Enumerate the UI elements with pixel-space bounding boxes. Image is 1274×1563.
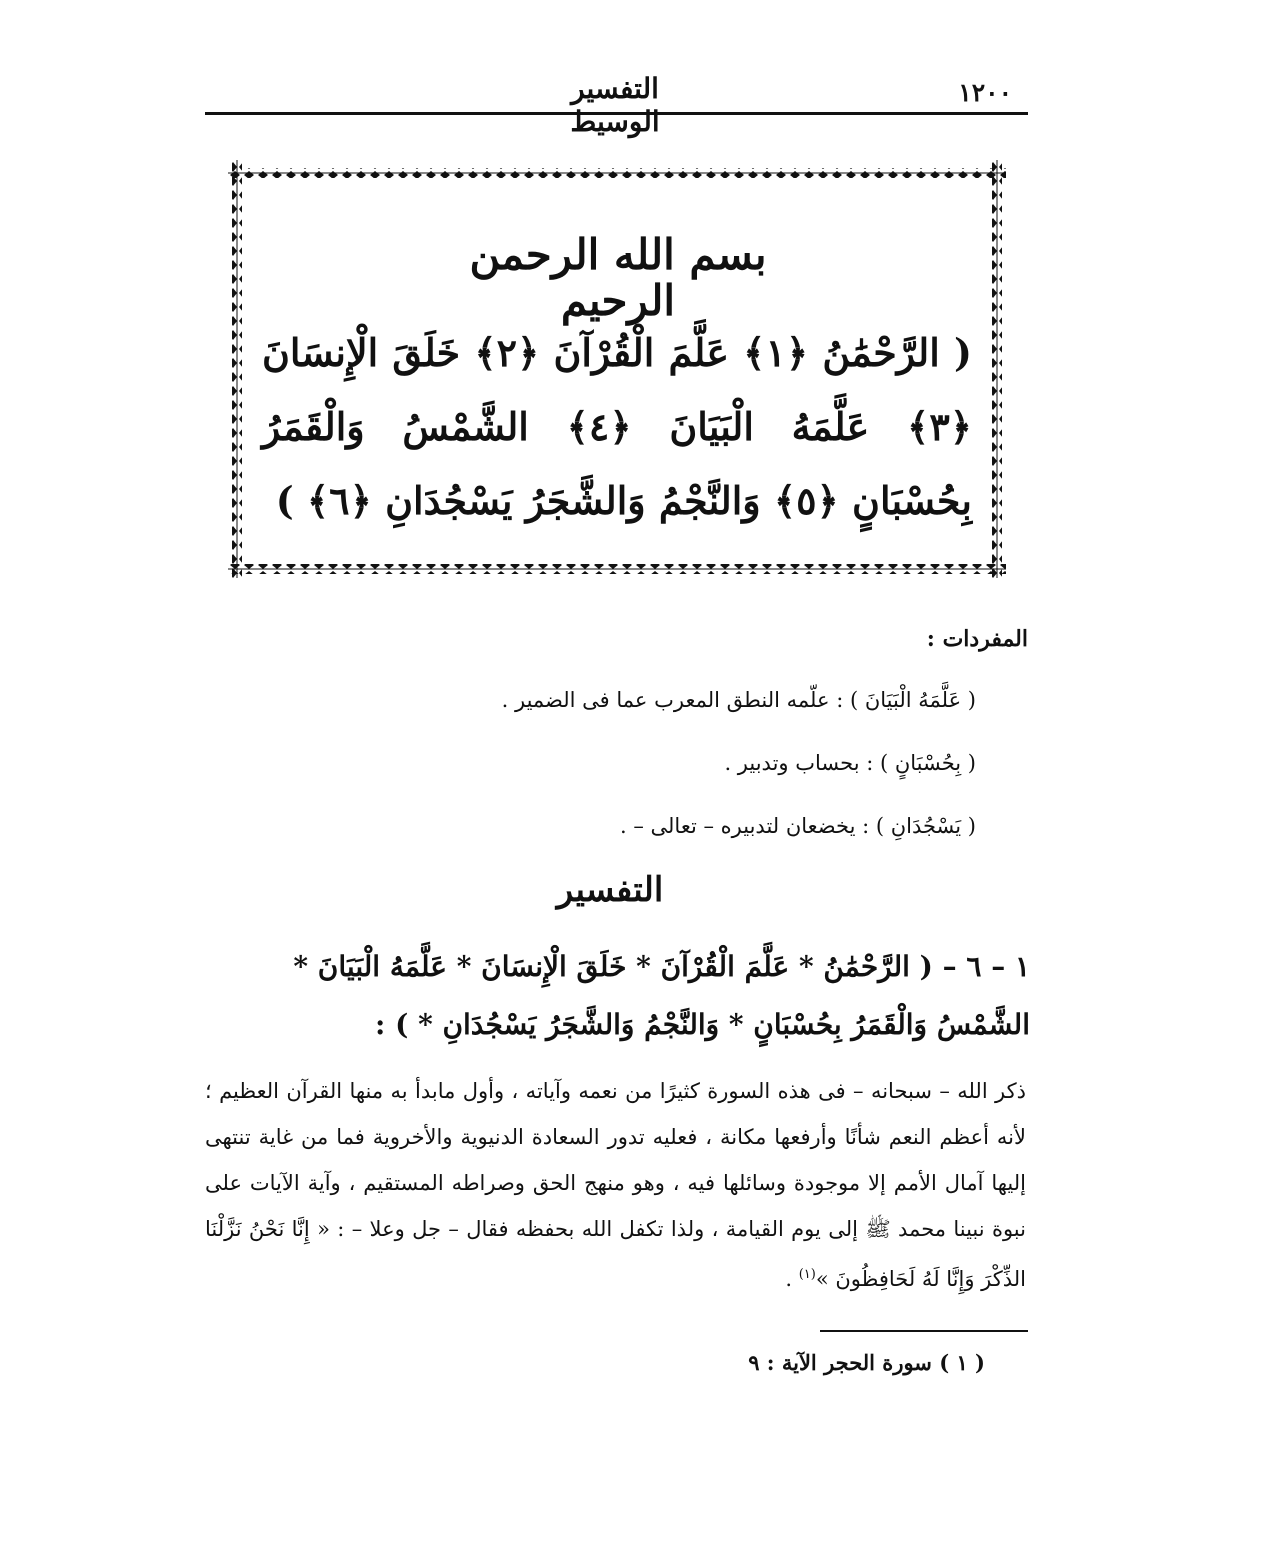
book-title: التفسير الوسيط (570, 72, 660, 138)
footnote: ( ١ ) سورة الحجر الآية : ٩ (748, 1350, 985, 1375)
commentary-end: . (785, 1267, 799, 1291)
basmala: بسم الله الرحمن الرحيم (469, 230, 767, 326)
vocabulary-label: المفردات : (926, 626, 1028, 652)
quran-verse-box (228, 160, 1006, 578)
commentary-body: ذكر الله – سبحانه – فى هذه السورة كثيرًا من نعمه وآياته ، وأول مابدأ به منها القرآن العظيم ؛ لأنه أعظم النعم شأنًا وأرفعها مكانة ، فعليه تدور السعادة الدنيوية والأخروية فما من غاية تنتهى إليها آمال الأمم إلا موجودة وسائلها فيه ، وهو منهج الحق وصراطه المستقيم ، وآية الآيات على نبوة نبينا محمد ﷺ إلى يوم القيامة ، ولذا تكفل الله بحفظه فقال – جل وعلا – : « إِنَّا نَحْنُ نَزَّلْنَا الذِّكْرَ وَإِنَّا لَهُ لَحَافِظُونَ » (205, 1079, 1026, 1291)
vocabulary-item: ( يَسْجُدَانِ ) : يخضعان لتدبيره – تعالى – . (620, 814, 976, 838)
running-header (205, 62, 1028, 138)
page-number: ١٢٠٠ (958, 78, 1012, 107)
vocabulary-item: ( بِحُسْبَانٍ ) : بحساب وتدبير . (724, 751, 976, 775)
footnote-reference[interactable]: (١) (798, 1267, 816, 1282)
footnote-divider (820, 1330, 1028, 1332)
commentary-paragraph (205, 1068, 1026, 1302)
commentary-verse-heading: ١ – ٦ – ( الرَّحْمَٰنُ * عَلَّمَ الْقُرْآنَ * خَلَقَ الْإِنسَانَ * عَلَّمَهُ الْبَيَانَ * الشَّمْسُ وَالْقَمَرُ بِحُسْبَانٍ * وَالنَّجْمُ وَالشَّجَرُ يَسْجُدَانِ * ) : (293, 950, 1030, 1041)
vocabulary-item: ( عَلَّمَهُ الْبَيَانَ ) : علّمه النطق المعرب عما فى الضمير . (501, 688, 976, 712)
tafsir-title: التفسير (556, 870, 664, 910)
quran-verses: ( الرَّحْمَٰنُ ﴿١﴾ عَلَّمَ الْقُرْآنَ ﴿٢﴾ خَلَقَ الْإِنسَانَ ﴿٣﴾ عَلَّمَهُ الْبَيَانَ ﴿٤﴾ الشَّمْسُ وَالْقَمَرُ بِحُسْبَانٍ ﴿٥﴾ وَالنَّجْمُ وَالشَّجَرُ يَسْجُدَانِ ﴿٦﴾ ) (262, 330, 972, 523)
